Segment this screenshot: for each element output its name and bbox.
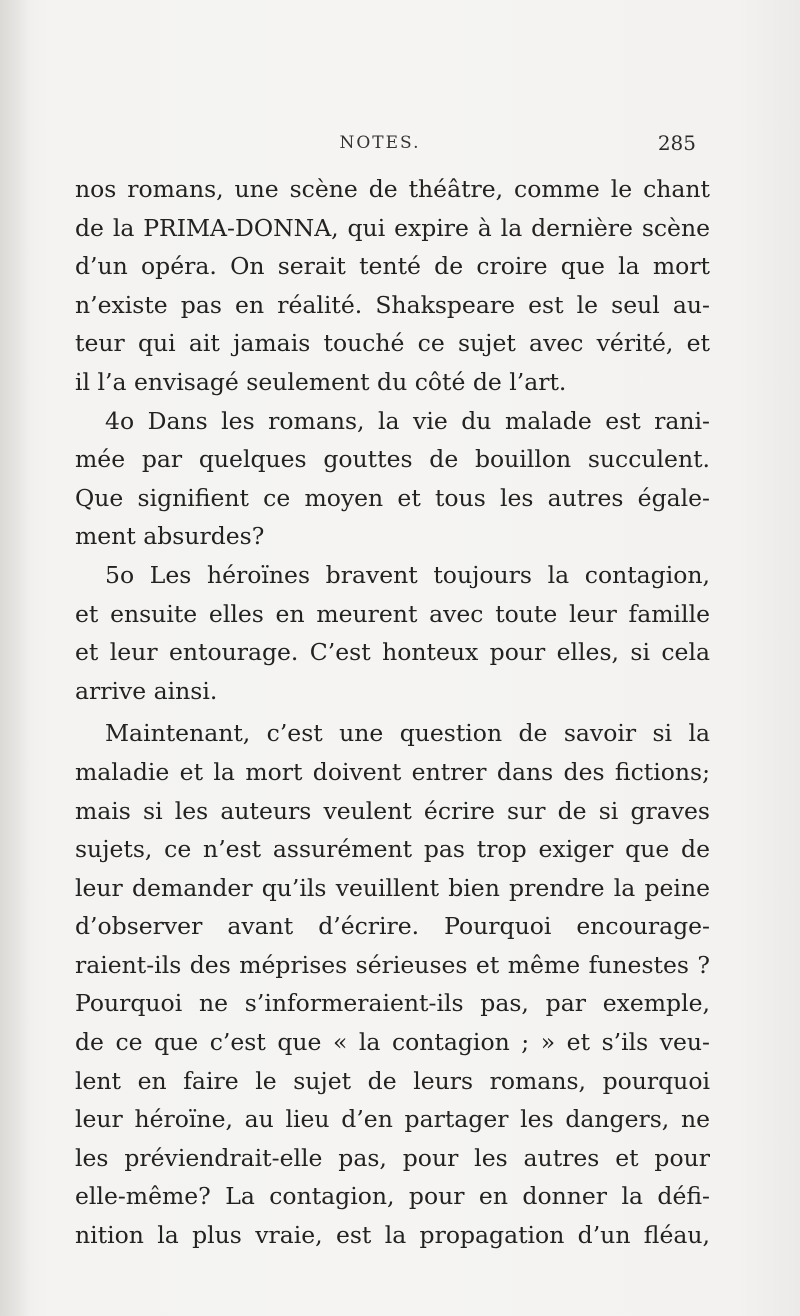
text-line: arrive ainsi. — [75, 676, 218, 705]
text-line: elle-même? La contagion, pour en donner la défi- — [75, 1182, 710, 1211]
text-line: les préviendrait-elle pas, pour les autres et pour — [75, 1143, 710, 1172]
text-line: d’un opéra. On serait tenté de croire que la mort — [75, 252, 710, 281]
text-line: n’existe pas en réalité. Shakspeare est le seul au- — [75, 290, 710, 319]
text-line: lent en faire le sujet de leurs romans, pourquoi — [75, 1066, 710, 1095]
text-line: raient-ils des méprises sérieuses et même funestes ? — [75, 950, 710, 979]
text-line: mée par quelques gouttes de bouillon succulent. — [75, 445, 710, 474]
text-line: mais si les auteurs veulent écrire sur de si graves — [75, 796, 710, 825]
text-line: d’observer avant d’écrire. Pourquoi encourage- — [75, 912, 710, 941]
text-line: nition la plus vraie, est la propagation d’un fléau, — [75, 1221, 710, 1250]
text-line: Pourquoi ne s’informeraient-ils pas, par exemple, — [75, 989, 710, 1018]
text-line: 5o Les héroïnes bravent toujours la contagion, — [105, 560, 710, 589]
text-line: Maintenant, c’est une question de savoir si la — [105, 719, 710, 748]
text-line: leur héroïne, au lieu d’en partager les dangers, ne — [75, 1105, 710, 1134]
text-line: 4o Dans les romans, la vie du malade est rani- — [105, 406, 710, 435]
page-gutter-shadow — [0, 0, 30, 1316]
text-line: de ce que c’est que « la contagion ; » et s’ils veu- — [75, 1028, 710, 1057]
text-line: Que signifient ce moyen et tous les autres égale- — [75, 483, 710, 512]
text-line: et leur entourage. C’est honteux pour elles, si cela — [75, 638, 710, 667]
text-line: et ensuite elles en meurent avec toute leur famille — [75, 599, 710, 628]
text-line: maladie et la mort doivent entrer dans des fictions; — [75, 757, 710, 786]
text-line: ment absurdes? — [75, 522, 265, 551]
text-line: de la PRIMA-DONNA, qui expire à la dernière scène — [75, 213, 710, 242]
text-line: sujets, ce n’est assurément pas trop exiger que de — [75, 835, 710, 864]
text-line: leur demander qu’ils veuillent bien prendre la peine — [75, 873, 710, 902]
running-title: NOTES. — [339, 133, 421, 153]
text-line: il l’a envisagé seulement du côté de l’art. — [75, 367, 567, 396]
page-number: 285 — [657, 131, 696, 155]
body-text — [75, 170, 710, 1255]
text-line: teur qui ait jamais touché ce sujet avec vérité, et — [75, 329, 710, 358]
running-head — [60, 129, 700, 159]
text-line: nos romans, une scène de théâtre, comme le chant — [75, 175, 710, 203]
